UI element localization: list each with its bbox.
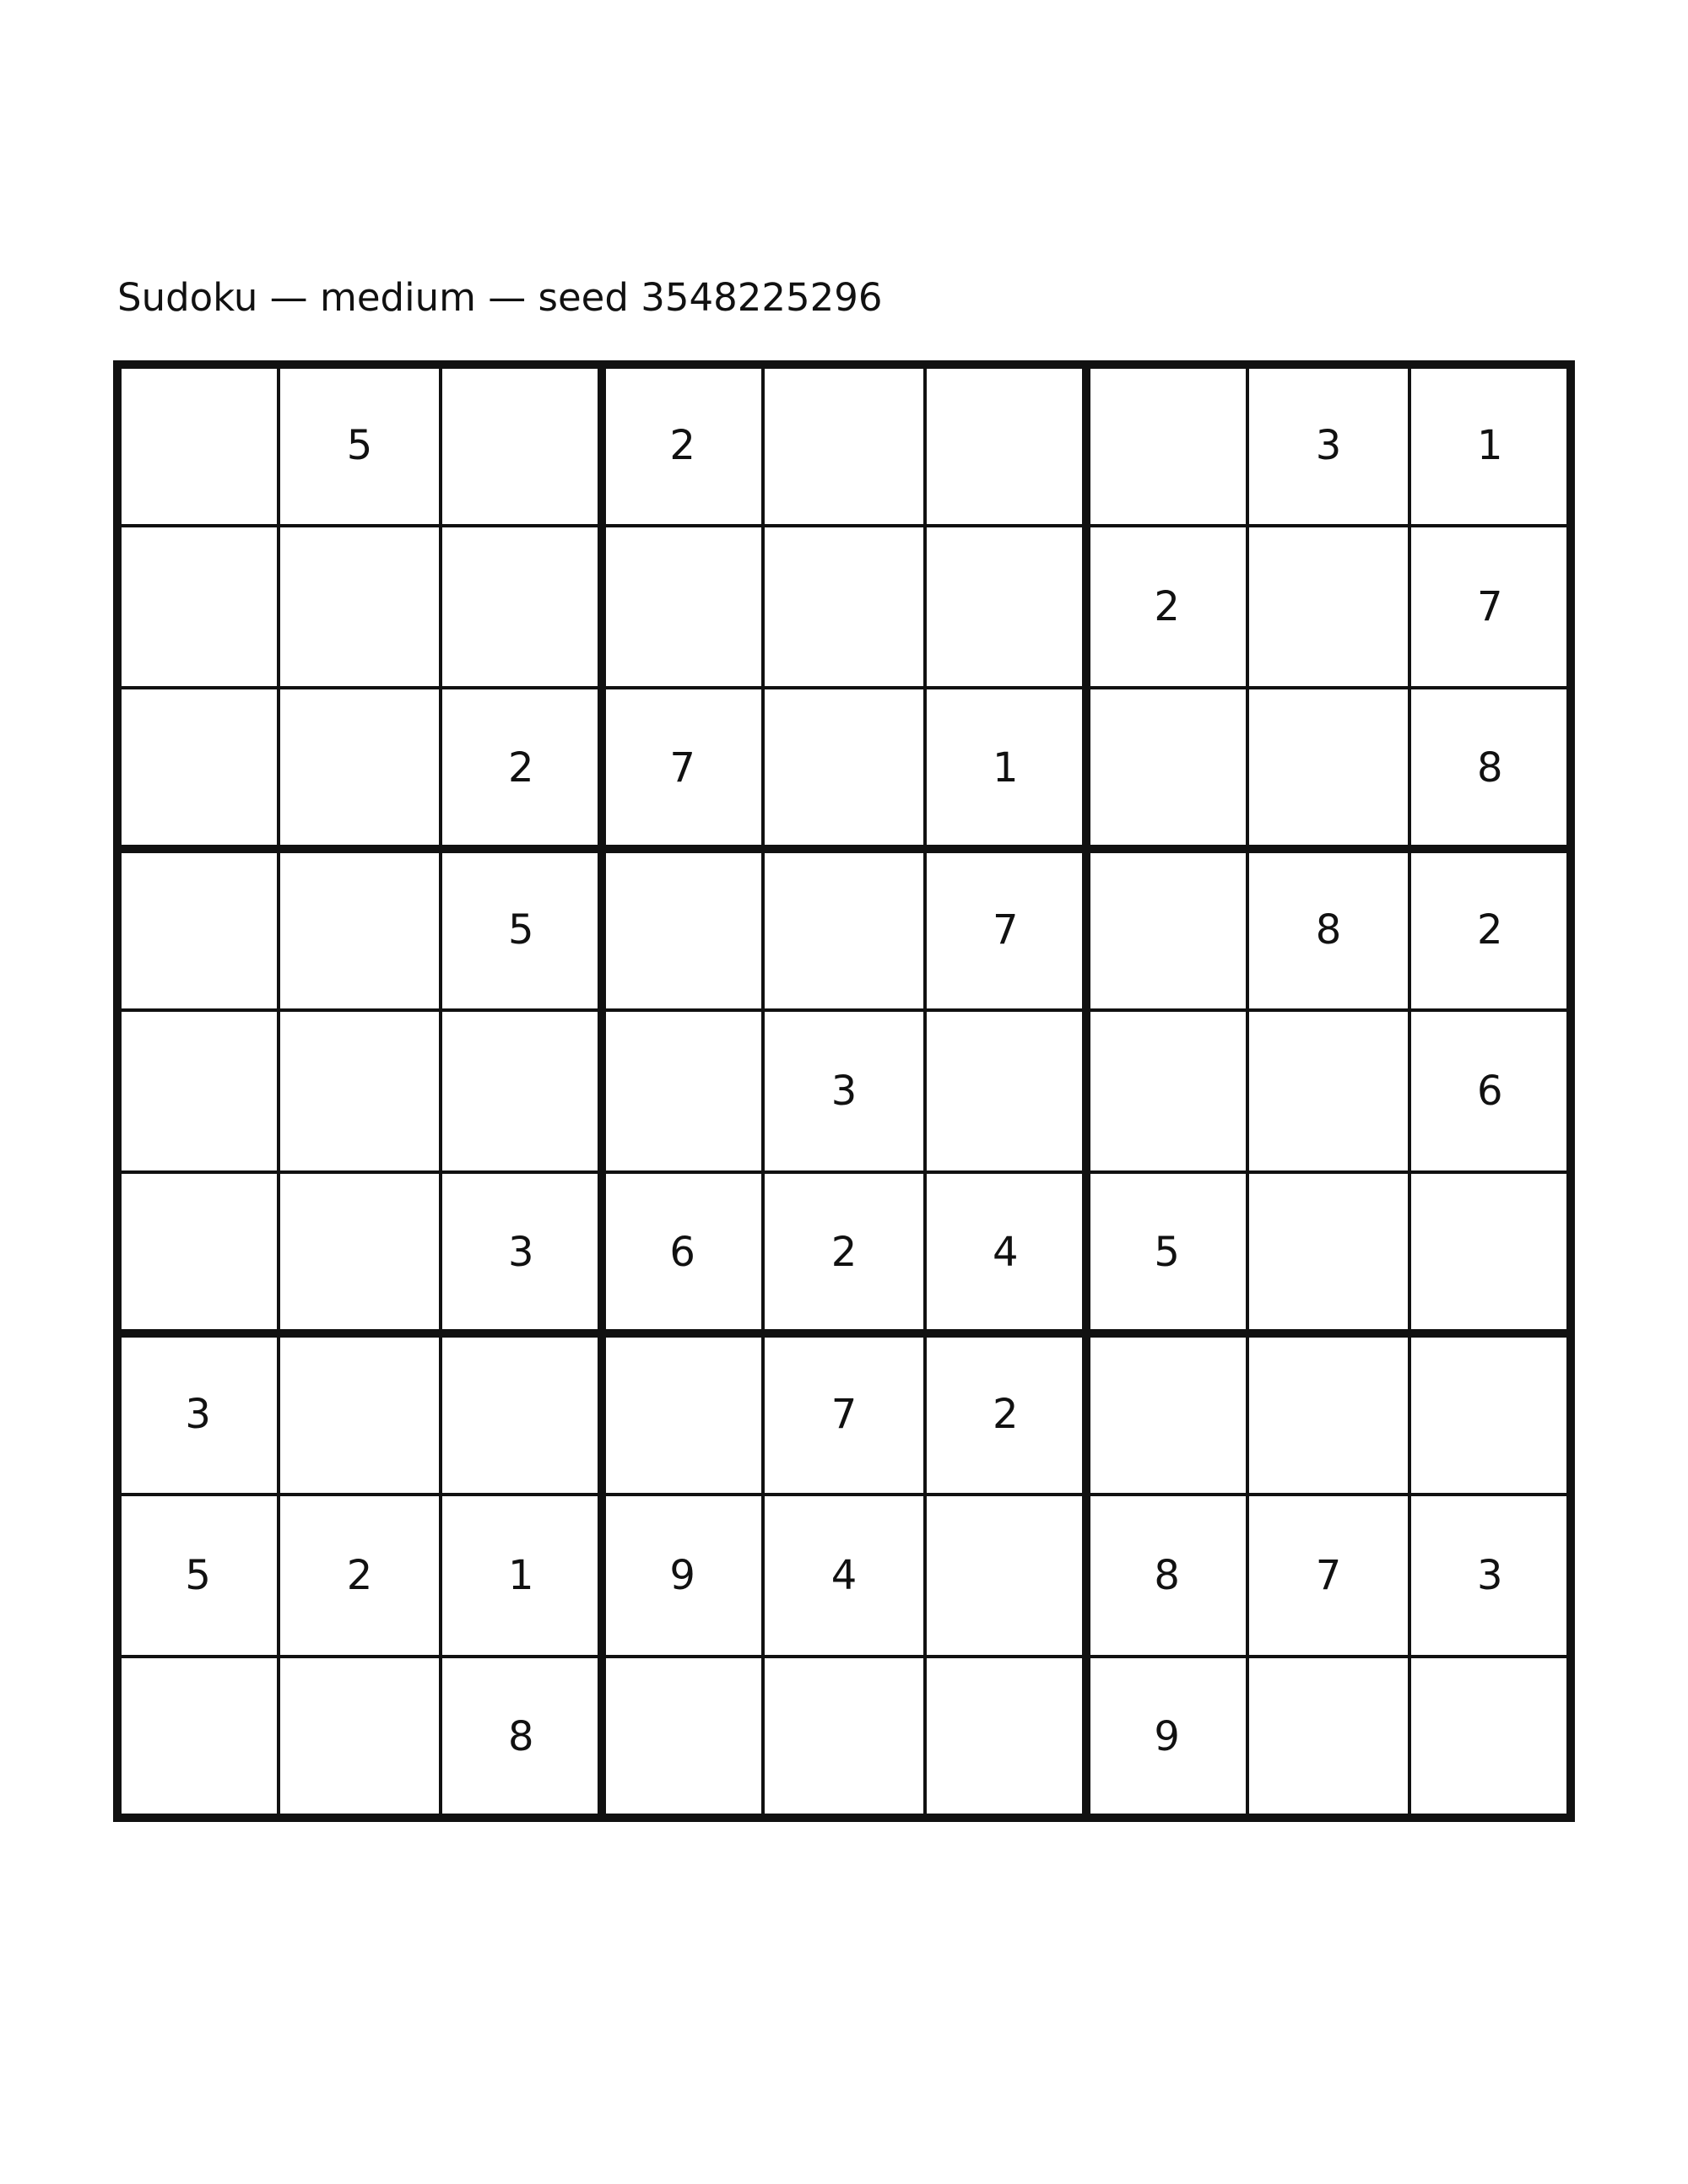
cell-divider-horizontal (113, 1170, 1575, 1174)
box-divider-vertical (1566, 360, 1575, 1822)
sudoku-cell-r7c3[interactable] (441, 1333, 602, 1495)
sudoku-cell-r5c4[interactable] (602, 1010, 763, 1171)
sudoku-cell-r2c5[interactable] (763, 526, 924, 687)
sudoku-cell-r7c5[interactable]: 7 (830, 1390, 858, 1438)
sudoku-cell-r5c1[interactable] (117, 1010, 279, 1171)
box-divider-horizontal (113, 1814, 1575, 1822)
sudoku-cell-r8c7[interactable]: 8 (1154, 1551, 1180, 1599)
cell-divider-horizontal (113, 524, 1575, 527)
sudoku-cell-r7c7[interactable] (1086, 1333, 1247, 1495)
sudoku-cell-r2c9[interactable]: 7 (1477, 582, 1503, 630)
box-divider-horizontal (113, 845, 1575, 853)
sudoku-cell-r6c8[interactable] (1247, 1172, 1409, 1333)
sudoku-cell-r1c5[interactable] (763, 365, 924, 526)
puzzle-title: Sudoku — medium — seed 3548225296 (117, 275, 883, 320)
sudoku-cell-r3c4[interactable]: 7 (669, 744, 695, 792)
sudoku-cell-r8c1[interactable]: 5 (185, 1551, 211, 1599)
cell-divider-vertical (923, 360, 927, 1822)
sudoku-cell-r9c1[interactable] (117, 1657, 279, 1818)
sudoku-cell-r9c6[interactable] (925, 1657, 1086, 1818)
cell-divider-horizontal (113, 686, 1575, 689)
cell-divider-horizontal (113, 1008, 1575, 1012)
sudoku-cell-r9c7[interactable]: 9 (1154, 1713, 1180, 1761)
sudoku-cell-r5c3[interactable] (441, 1010, 602, 1171)
sudoku-cell-r6c1[interactable] (117, 1172, 279, 1333)
sudoku-cell-r1c9[interactable]: 1 (1477, 421, 1503, 469)
sudoku-cell-r3c9[interactable]: 8 (1477, 744, 1503, 792)
sudoku-cell-r8c9[interactable]: 3 (1477, 1551, 1503, 1599)
sudoku-cell-r1c4[interactable]: 2 (669, 421, 695, 469)
sudoku-cell-r3c1[interactable] (117, 688, 279, 849)
sudoku-cell-r4c6[interactable]: 7 (993, 905, 1019, 954)
sudoku-cell-r8c5[interactable]: 4 (830, 1551, 858, 1599)
sudoku-cell-r1c3[interactable] (441, 365, 602, 526)
box-divider-vertical (1082, 360, 1090, 1822)
sudoku-cell-r3c8[interactable] (1247, 688, 1409, 849)
sudoku-cell-r5c5[interactable]: 3 (830, 1067, 858, 1115)
cell-divider-vertical (277, 360, 280, 1822)
sudoku-cell-r4c3[interactable]: 5 (508, 905, 534, 954)
sudoku-cell-r8c8[interactable]: 7 (1315, 1551, 1342, 1599)
sudoku-cell-r3c3[interactable]: 2 (508, 744, 534, 792)
sudoku-cell-r7c9[interactable] (1409, 1333, 1571, 1495)
sudoku-cell-r4c9[interactable]: 2 (1477, 905, 1503, 954)
sudoku-cell-r7c2[interactable] (279, 1333, 440, 1495)
sudoku-cell-r9c2[interactable] (279, 1657, 440, 1818)
cell-divider-vertical (761, 360, 765, 1822)
sudoku-cell-r6c3[interactable]: 3 (508, 1229, 534, 1277)
sudoku-cell-r5c6[interactable] (925, 1010, 1086, 1171)
sudoku-cell-r4c4[interactable] (602, 849, 763, 1010)
sudoku-cell-r5c9[interactable]: 6 (1477, 1067, 1503, 1115)
box-divider-vertical (598, 360, 606, 1822)
sudoku-cell-r2c6[interactable] (925, 526, 1086, 687)
sudoku-cell-r9c5[interactable] (763, 1657, 924, 1818)
sudoku-cell-r3c6[interactable]: 1 (993, 744, 1019, 792)
sudoku-cell-r8c6[interactable] (925, 1495, 1086, 1656)
sudoku-cell-r4c5[interactable] (763, 849, 924, 1010)
sudoku-cell-r2c7[interactable]: 2 (1154, 582, 1180, 630)
sudoku-cell-r6c5[interactable]: 2 (830, 1229, 858, 1277)
sudoku-cell-r4c1[interactable] (117, 849, 279, 1010)
box-divider-horizontal (113, 1329, 1575, 1338)
box-divider-horizontal (113, 360, 1575, 369)
cell-divider-vertical (1246, 360, 1249, 1822)
sudoku-cell-r1c7[interactable] (1086, 365, 1247, 526)
sudoku-cell-r7c4[interactable] (602, 1333, 763, 1495)
sudoku-cell-r8c2[interactable]: 2 (346, 1551, 373, 1599)
cell-divider-vertical (439, 360, 442, 1822)
sudoku-cell-r6c7[interactable]: 5 (1154, 1229, 1180, 1277)
sudoku-cell-r9c4[interactable] (602, 1657, 763, 1818)
sudoku-cell-r6c9[interactable] (1409, 1172, 1571, 1333)
sudoku-cell-r4c2[interactable] (279, 849, 440, 1010)
sudoku-cell-r8c4[interactable]: 9 (669, 1551, 695, 1599)
cell-divider-horizontal (113, 1655, 1575, 1658)
sudoku-cell-r6c6[interactable]: 4 (993, 1229, 1019, 1277)
sudoku-cell-r6c4[interactable]: 6 (669, 1229, 695, 1277)
sudoku-cell-r4c8[interactable]: 8 (1315, 905, 1342, 954)
sudoku-cell-r1c1[interactable] (117, 365, 279, 526)
sudoku-cell-r6c2[interactable] (279, 1172, 440, 1333)
cell-divider-horizontal (113, 1493, 1575, 1496)
sudoku-cell-r7c1[interactable]: 3 (185, 1390, 211, 1438)
sudoku-cell-r9c9[interactable] (1409, 1657, 1571, 1818)
sudoku-cell-r2c2[interactable] (279, 526, 440, 687)
sudoku-board (117, 365, 1571, 1818)
sudoku-cell-r5c8[interactable] (1247, 1010, 1409, 1171)
sudoku-cell-r2c8[interactable] (1247, 526, 1409, 687)
sudoku-cell-r3c7[interactable] (1086, 688, 1247, 849)
sudoku-cell-r3c5[interactable] (763, 688, 924, 849)
sudoku-cell-r3c2[interactable] (279, 688, 440, 849)
box-divider-vertical (113, 360, 122, 1822)
sudoku-cell-r9c3[interactable]: 8 (508, 1713, 534, 1761)
sudoku-cell-r2c3[interactable] (441, 526, 602, 687)
cell-divider-vertical (1408, 360, 1411, 1822)
sudoku-cell-r4c7[interactable] (1086, 849, 1247, 1010)
sudoku-cell-r9c8[interactable] (1247, 1657, 1409, 1818)
sudoku-cell-r2c4[interactable] (602, 526, 763, 687)
sudoku-cell-r1c6[interactable] (925, 365, 1086, 526)
sudoku-cell-r7c6[interactable]: 2 (993, 1390, 1019, 1438)
sudoku-cell-r1c8[interactable]: 3 (1315, 421, 1342, 469)
sudoku-cell-r2c1[interactable] (117, 526, 279, 687)
sudoku-cell-r8c3[interactable]: 1 (508, 1551, 534, 1599)
sudoku-cell-r5c2[interactable] (279, 1010, 440, 1171)
sudoku-cell-r7c8[interactable] (1247, 1333, 1409, 1495)
sudoku-cell-r5c7[interactable] (1086, 1010, 1247, 1171)
sudoku-cell-r1c2[interactable]: 5 (346, 421, 373, 469)
